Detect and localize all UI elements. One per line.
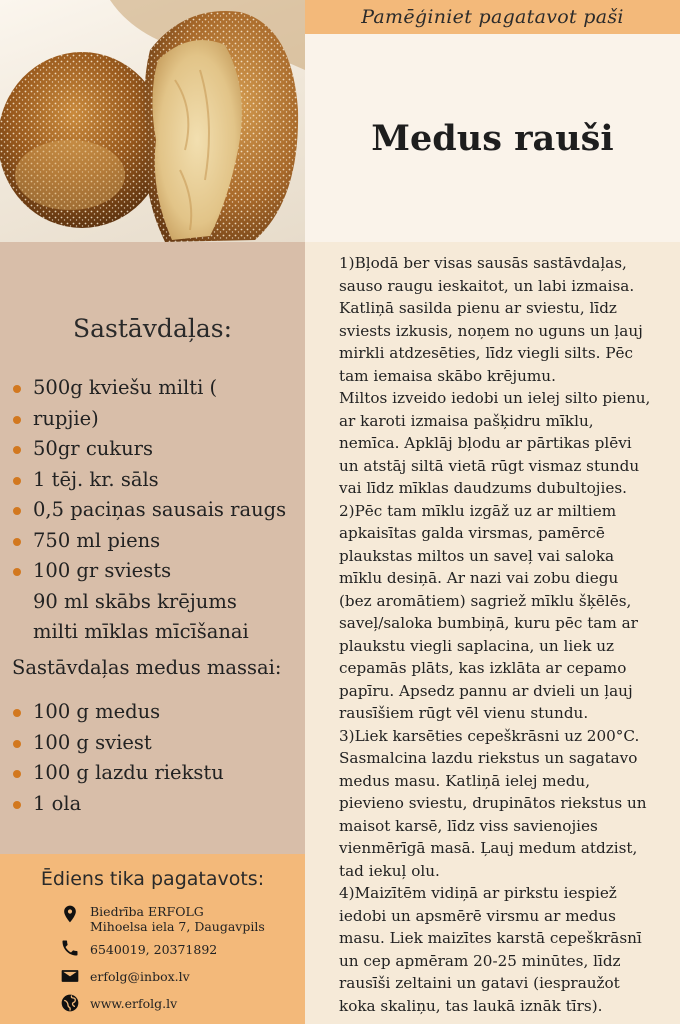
instruction-line: vai līdz mīklas daudzums dubultojies. (339, 479, 627, 497)
honey-mass-list (12, 697, 224, 819)
contact-phone (60, 938, 217, 958)
instruction-line: un cep apmēram 20-25 minūtes, līdz (339, 951, 621, 970)
org-name: Biedrība ERFOLG (90, 904, 204, 919)
instruction-line: rausīši zeltaini un gatavi (iespraužot (339, 974, 620, 992)
instructions-text (339, 252, 680, 1017)
instruction-line: iedobi un apsmērē virsmu ar medus (339, 906, 616, 925)
instruction-line: maisot karsē, līdz viss savienojies (339, 816, 598, 835)
instruction-line: rausīšiem rūgt vēl vienu stundu. (339, 704, 589, 722)
contact-panel (0, 854, 305, 1024)
tagline: Pamēģiniet pagatavot paši (361, 6, 624, 28)
honey-ingredient-item: 1 ola (12, 789, 224, 820)
instruction-line: cepamās plāts, kas izklāta ar cepamo (339, 659, 627, 677)
instruction-line: ar karoti izmaisa pašķidru mīklu, (339, 411, 594, 430)
location-pin-icon (60, 904, 80, 924)
tagline-band (305, 0, 680, 34)
website-text[interactable]: www.erfolg.lv (90, 996, 178, 1011)
instruction-line: masu. Liek maizītes karstā cepeškrāsnī (339, 929, 642, 947)
instruction-line: 1)Bļodā ber visas sausās sastāvdaļas, (339, 254, 627, 272)
instruction-line: sauso raugu ieskaitot, un labi izmaisa. (339, 276, 635, 295)
email-icon (60, 966, 80, 986)
instruction-line: mīklu desiņā. Ar nazi vai zobu diegu (339, 569, 619, 587)
ingredient-item: rupjie) (12, 404, 286, 435)
instruction-line: Sasmalcina lazdu riekstus un sagatavo (339, 749, 638, 767)
address-text: Mihoelsa iela 7, Daugavpils (90, 919, 265, 934)
instruction-line: 4)Maizītēm vidiņā ar pirkstu iespiež (339, 884, 617, 902)
ingredients-title: Sastāvdaļas: (73, 314, 232, 343)
instruction-line: pievieno sviestu, drupinātos riekstus un (339, 794, 647, 812)
instruction-line: mirkli atdzesēties, līdz viegli silts. Pēc (339, 344, 634, 362)
instructions-panel (305, 242, 680, 1024)
instruction-line: un atstāj siltā vietā rūgt vismaz stundu (339, 456, 640, 475)
sweet-buns-photo-icon (0, 0, 305, 242)
phone-icon (60, 938, 80, 958)
ingredient-item: 90 ml skābs krējums (33, 589, 237, 613)
contact-title: Ēdiens tika pagatavots: (40, 868, 265, 890)
honey-ingredient-item: 100 g medus (12, 697, 224, 728)
ingredient-item: 500g kviešu milti ( (12, 373, 286, 404)
instruction-line: 3)Liek karsēties cepeškrāsni uz 200°C. (339, 726, 640, 745)
instruction-line: Miltos izveido iedobi un ielej silto pienu, (339, 389, 651, 407)
contact-website (60, 993, 177, 1013)
ingredients-list (12, 373, 286, 648)
honey-ingredient-item: 100 g sviest (12, 728, 224, 759)
contact-address (60, 904, 265, 934)
honey-ingredient-item: 100 g lazdu riekstu (12, 758, 224, 789)
email-text[interactable]: erfolg@inbox.lv (90, 969, 190, 984)
instruction-line: (bez aromātiem) sagriež mīklu šķēlēs, (339, 591, 632, 610)
instruction-line: tad iekuļ olu. (339, 861, 440, 880)
title-block (305, 34, 680, 242)
instruction-line: medus masu. Katliņā ielej medu, (339, 771, 591, 790)
instruction-line: sviests izkusis, noņem no uguns un ļauj (339, 321, 643, 340)
instruction-line: vienmērīgā masā. Ļauj medum atdzist, (339, 839, 638, 857)
ingredients-panel (0, 242, 305, 854)
instruction-line: nemīca. Apklāj bļodu ar pārtikas plēvi (339, 434, 632, 452)
instruction-line: papīru. Apsedz pannu ar dvieli un ļauj (339, 681, 633, 700)
instruction-line: apkaisītas galda virsmas, pamērcē (339, 524, 605, 542)
ingredient-item: 100 gr sviests (12, 556, 286, 587)
recipe-title: Medus rauši (371, 117, 614, 159)
instruction-line: tam iemaisa skābo krējumu. (339, 366, 556, 385)
ingredient-item: 0,5 paciņas sausais raugs (12, 495, 286, 526)
phone-text: 6540019, 20371892 (90, 942, 218, 957)
instruction-line: 2)Pēc tam mīklu izgāž uz ar miltiem (339, 501, 617, 520)
ingredient-item: 50gr cukurs (12, 434, 286, 465)
contact-email (60, 966, 190, 986)
instruction-line: saveļ/saloka bumbiņā, kuru pēc tam ar (339, 614, 638, 632)
globe-icon (60, 993, 80, 1013)
ingredient-item: 750 ml piens (12, 526, 286, 557)
ingredient-item: 1 tēj. kr. sāls (12, 465, 286, 496)
honey-mass-subtitle: Sastāvdaļas medus massai: (12, 656, 282, 679)
instruction-line: plaukstas miltos un saveļ vai saloka (339, 546, 615, 565)
instruction-line: plaukstu viegli saplacina, un liek uz (339, 636, 615, 655)
instruction-line: Katliņā sasilda pienu ar sviestu, līdz (339, 299, 617, 317)
instruction-line: koka skaliņu, tas laukā iznāk tīrs). (339, 996, 603, 1015)
ingredient-item: milti mīklas mīcīšanai (33, 620, 249, 643)
recipe-photo (0, 0, 305, 242)
